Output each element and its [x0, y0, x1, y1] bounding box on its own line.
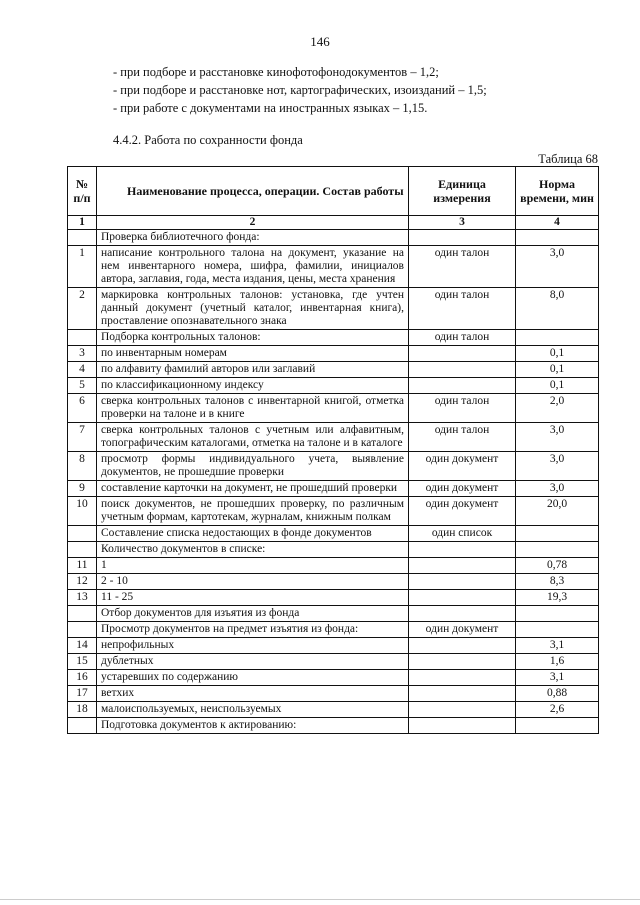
- row-number: 16: [68, 670, 97, 686]
- row-number: [68, 230, 97, 246]
- row-unit: [409, 590, 516, 606]
- row-process: по классификационному индексу: [97, 378, 409, 394]
- row-process: дублетных: [97, 654, 409, 670]
- row-norm: 3,1: [516, 638, 599, 654]
- row-unit: один талон: [409, 246, 516, 288]
- intro-line: - при работе с документами на иностранных языках – 1,15.: [113, 101, 428, 115]
- table-row: [68, 378, 599, 394]
- table-header-row: [68, 167, 599, 216]
- row-unit: [409, 362, 516, 378]
- row-number: 4: [68, 362, 97, 378]
- table-row: [68, 558, 599, 574]
- row-unit: один документ: [409, 497, 516, 526]
- row-unit: [409, 558, 516, 574]
- table-row: [68, 230, 599, 246]
- intro-list: [113, 63, 593, 117]
- row-unit: [409, 542, 516, 558]
- table-row: [68, 481, 599, 497]
- row-unit: [409, 654, 516, 670]
- row-norm: [516, 230, 599, 246]
- table-row: [68, 497, 599, 526]
- table-row: [68, 288, 599, 330]
- table-row: [68, 246, 599, 288]
- column-number: 3: [409, 216, 516, 230]
- row-norm: 0,78: [516, 558, 599, 574]
- page-bottom-divider: [0, 899, 640, 900]
- row-process: по инвентарным номерам: [97, 346, 409, 362]
- row-unit: один документ: [409, 622, 516, 638]
- header-unit: Единица измерения: [409, 167, 516, 216]
- table-row: [68, 394, 599, 423]
- row-norm: 3,0: [516, 246, 599, 288]
- row-process: 11 - 25: [97, 590, 409, 606]
- table-row: [68, 606, 599, 622]
- header-process: Наименование процесса, операции. Состав работы: [97, 167, 409, 216]
- row-process: написание контрольного талона на документ, указание на нем инвентарного номера, шифра, фамилии, инициалов автора, заглавия, года, места издания, цены, места хранения: [97, 246, 409, 288]
- row-process: устаревших по содержанию: [97, 670, 409, 686]
- row-number: [68, 526, 97, 542]
- row-number: 3: [68, 346, 97, 362]
- row-process: по алфавиту фамилий авторов или заглавий: [97, 362, 409, 378]
- row-number: 1: [68, 246, 97, 288]
- row-unit: [409, 574, 516, 590]
- row-number: 8: [68, 452, 97, 481]
- row-number: 7: [68, 423, 97, 452]
- row-process: сверка контрольных талонов с учетным или алфавитным, топографическим каталогами, отметка на талоне и в каталоге: [97, 423, 409, 452]
- page-number: 146: [310, 34, 330, 49]
- row-process: сверка контрольных талонов с инвентарной книгой, отметка проверки на талоне и в книге: [97, 394, 409, 423]
- row-norm: 8,0: [516, 288, 599, 330]
- row-number: [68, 330, 97, 346]
- table-row: [68, 654, 599, 670]
- row-norm: 3,0: [516, 481, 599, 497]
- row-unit: [409, 346, 516, 362]
- row-unit: [409, 686, 516, 702]
- row-norm: 1,6: [516, 654, 599, 670]
- row-number: [68, 606, 97, 622]
- row-norm: [516, 526, 599, 542]
- row-process: 2 - 10: [97, 574, 409, 590]
- row-process: просмотр формы индивидуального учета, выявление документов, не прошедшие проверки: [97, 452, 409, 481]
- row-norm: 3,0: [516, 452, 599, 481]
- intro-line: - при подборе и расстановке нот, картографических, изоизданий – 1,5;: [113, 83, 487, 97]
- row-norm: [516, 330, 599, 346]
- row-process: 1: [97, 558, 409, 574]
- row-unit: [409, 718, 516, 734]
- row-norm: 20,0: [516, 497, 599, 526]
- row-process: ветхих: [97, 686, 409, 702]
- row-norm: 19,3: [516, 590, 599, 606]
- row-number: 17: [68, 686, 97, 702]
- row-process: Просмотр документов на предмет изъятия из фонда:: [97, 622, 409, 638]
- column-number: 1: [68, 216, 97, 230]
- row-unit: [409, 670, 516, 686]
- row-unit: один список: [409, 526, 516, 542]
- row-process: Отбор документов для изъятия из фонда: [97, 606, 409, 622]
- row-norm: 3,0: [516, 423, 599, 452]
- table-row: [68, 423, 599, 452]
- row-number: [68, 542, 97, 558]
- row-unit: один талон: [409, 394, 516, 423]
- row-number: 11: [68, 558, 97, 574]
- row-norm: 0,1: [516, 346, 599, 362]
- row-unit: один документ: [409, 452, 516, 481]
- row-norm: [516, 622, 599, 638]
- row-norm: 2,6: [516, 702, 599, 718]
- row-number: 15: [68, 654, 97, 670]
- row-unit: [409, 638, 516, 654]
- table-row: [68, 702, 599, 718]
- row-unit: один талон: [409, 423, 516, 452]
- row-unit: [409, 378, 516, 394]
- row-number: [68, 622, 97, 638]
- table-row: [68, 362, 599, 378]
- header-norm: Норма времени, мин: [516, 167, 599, 216]
- table-row: [68, 526, 599, 542]
- row-norm: 3,1: [516, 670, 599, 686]
- row-number: 10: [68, 497, 97, 526]
- row-norm: 0,1: [516, 362, 599, 378]
- row-number: 2: [68, 288, 97, 330]
- row-process: Подготовка документов к актированию:: [97, 718, 409, 734]
- row-number: 18: [68, 702, 97, 718]
- row-unit: [409, 606, 516, 622]
- row-number: 12: [68, 574, 97, 590]
- table-caption: Таблица 68: [538, 152, 598, 166]
- table-row: [68, 452, 599, 481]
- row-process: поиск документов, не прошедших проверку, по различным учетным формам, картотекам, журналам, книжным полкам: [97, 497, 409, 526]
- table-row: [68, 670, 599, 686]
- table-row: [68, 622, 599, 638]
- row-norm: [516, 542, 599, 558]
- row-number: 6: [68, 394, 97, 423]
- row-unit: один талон: [409, 330, 516, 346]
- row-process: маркировка контрольных талонов: установка, где учтен данный документ (учетный каталог, инвентарная книга), проставление опознавательного знака: [97, 288, 409, 330]
- section-title: 4.4.2. Работа по сохранности фонда: [113, 133, 303, 147]
- table-row: [68, 590, 599, 606]
- table-row: [68, 542, 599, 558]
- row-unit: один документ: [409, 481, 516, 497]
- row-process: Подборка контрольных талонов:: [97, 330, 409, 346]
- column-number: 4: [516, 216, 599, 230]
- intro-line: - при подборе и расстановке кинофотофонодокументов – 1,2;: [113, 65, 439, 79]
- table-row: [68, 686, 599, 702]
- column-number-row: [68, 216, 599, 230]
- column-number: 2: [97, 216, 409, 230]
- table-row: [68, 638, 599, 654]
- row-number: 13: [68, 590, 97, 606]
- table-row: [68, 330, 599, 346]
- row-unit: [409, 702, 516, 718]
- row-process: Проверка библиотечного фонда:: [97, 230, 409, 246]
- row-process: непрофильных: [97, 638, 409, 654]
- row-process: Составление списка недостающих в фонде документов: [97, 526, 409, 542]
- norms-table: [67, 166, 599, 734]
- row-unit: один талон: [409, 288, 516, 330]
- row-norm: 2,0: [516, 394, 599, 423]
- row-number: 9: [68, 481, 97, 497]
- row-number: 5: [68, 378, 97, 394]
- row-norm: 0,1: [516, 378, 599, 394]
- header-num: № п/п: [68, 167, 97, 216]
- row-norm: 8,3: [516, 574, 599, 590]
- row-norm: [516, 606, 599, 622]
- row-number: 14: [68, 638, 97, 654]
- row-norm: [516, 718, 599, 734]
- row-unit: [409, 230, 516, 246]
- table-row: [68, 574, 599, 590]
- row-process: малоиспользуемых, неиспользуемых: [97, 702, 409, 718]
- row-number: [68, 718, 97, 734]
- table-body: [68, 230, 599, 734]
- table-row: [68, 718, 599, 734]
- table-row: [68, 346, 599, 362]
- row-process: Количество документов в списке:: [97, 542, 409, 558]
- row-norm: 0,88: [516, 686, 599, 702]
- row-process: составление карточки на документ, не прошедший проверки: [97, 481, 409, 497]
